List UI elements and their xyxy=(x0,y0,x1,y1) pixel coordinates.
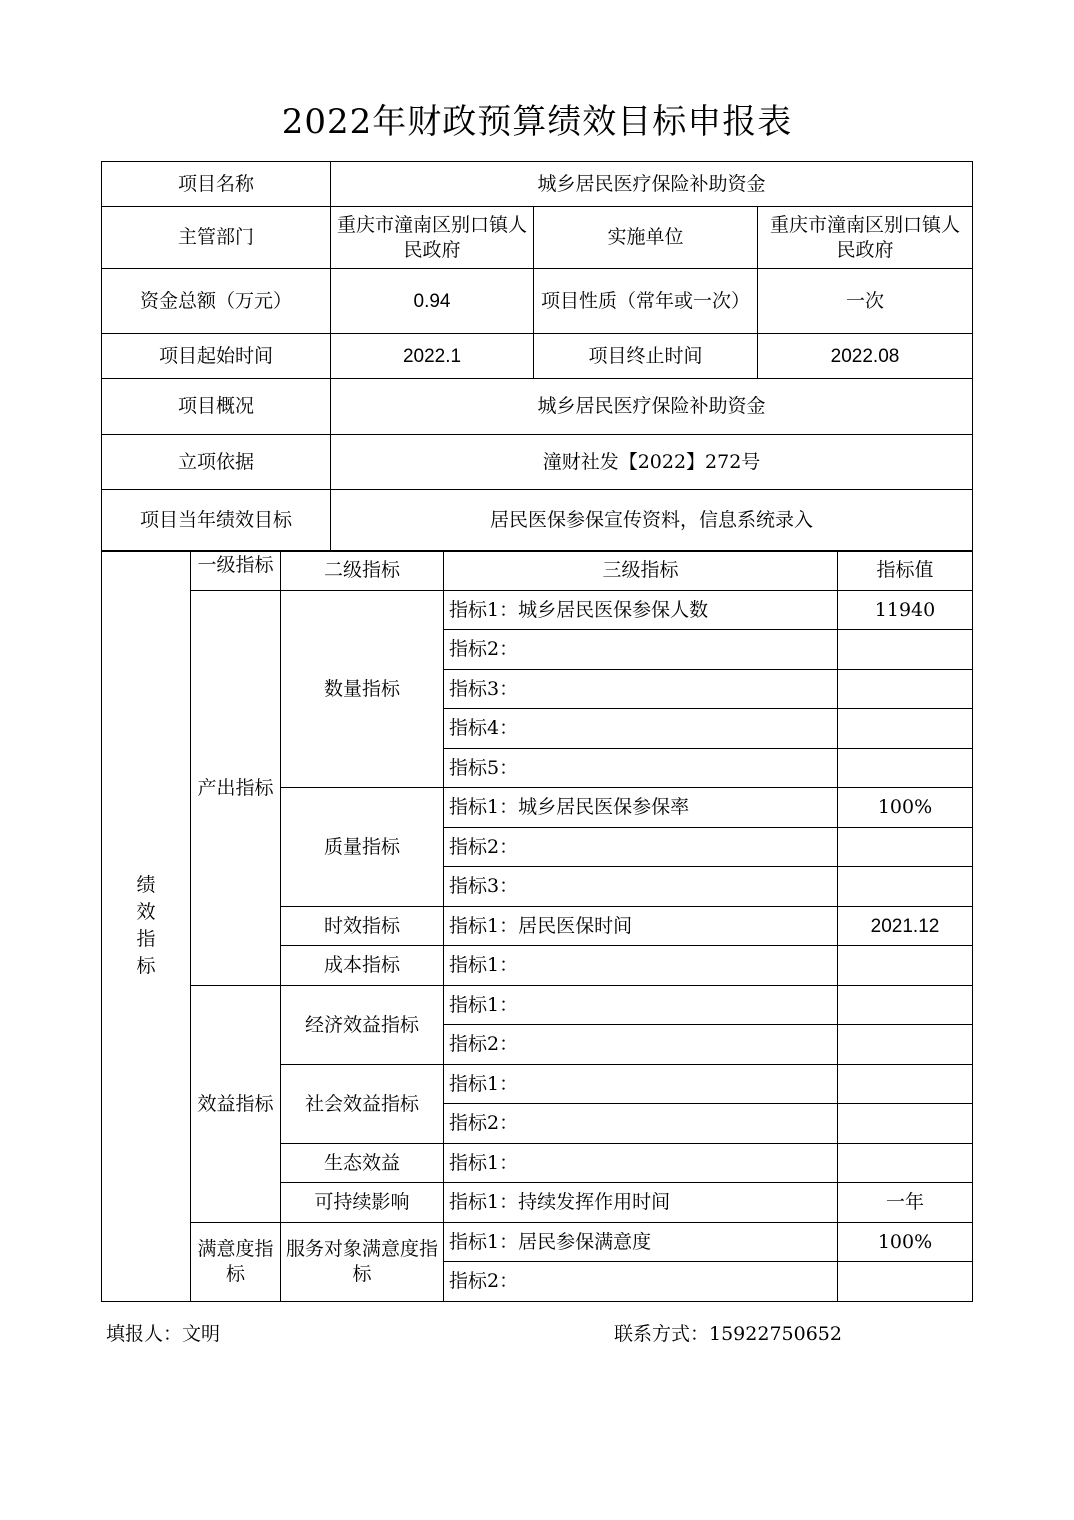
benefit-label: 效益指标 xyxy=(191,986,281,1223)
indicator-cell: 指标1： xyxy=(444,1144,838,1183)
basis-label: 立项依据 xyxy=(102,435,331,490)
indicator-cell: 指标1： xyxy=(444,986,838,1025)
indicator-cell: 指标1：城乡居民医保参保人数 xyxy=(444,591,838,630)
value-cell: 一年 xyxy=(838,1183,973,1223)
overview-label: 项目概况 xyxy=(102,379,331,435)
dept-value: 重庆市潼南区别口镇人民政府 xyxy=(331,207,534,269)
start-value: 2022.1 xyxy=(331,334,534,379)
table-row xyxy=(102,591,973,630)
indicator-cell: 指标2： xyxy=(444,630,838,670)
row-goal xyxy=(102,490,973,552)
header-row xyxy=(102,551,973,591)
indicator-cell: 指标1： xyxy=(444,1065,838,1104)
value-cell xyxy=(838,986,973,1025)
value-cell xyxy=(838,630,973,670)
value-cell xyxy=(838,1065,973,1104)
value-cell: 100% xyxy=(838,788,973,828)
service-label: 服务对象满意度指标 xyxy=(281,1223,444,1302)
economic-label: 经济效益指标 xyxy=(281,986,444,1065)
timeliness-label: 时效指标 xyxy=(281,907,444,946)
contact-text: 联系方式：15922750652 xyxy=(614,1323,842,1345)
row-time xyxy=(102,334,973,379)
overview-value: 城乡居民医疗保险补助资金 xyxy=(331,379,973,435)
value-cell xyxy=(838,670,973,709)
indicator-cell: 指标4： xyxy=(444,709,838,749)
performance-indicator-table xyxy=(101,550,973,1302)
impl-value: 重庆市潼南区别口镇人民政府 xyxy=(758,207,973,269)
col-value-header: 指标值 xyxy=(838,551,973,591)
indicator-cell: 指标3： xyxy=(444,670,838,709)
value-cell: 100% xyxy=(838,1223,973,1262)
goal-label: 项目当年绩效目标 xyxy=(102,490,331,552)
value-cell xyxy=(838,946,973,986)
quantity-label: 数量指标 xyxy=(281,591,444,788)
page-title: 2022年财政预算绩效目标申报表 xyxy=(281,102,793,142)
project-name-value: 城乡居民医疗保险补助资金 xyxy=(331,162,973,207)
table-row xyxy=(102,986,973,1025)
indicator-cell: 指标3： xyxy=(444,867,838,907)
impl-label: 实施单位 xyxy=(534,207,758,269)
col-level3-header: 三级指标 xyxy=(444,551,838,591)
indicator-cell: 指标2： xyxy=(444,828,838,867)
indicator-cell: 指标1：持续发挥作用时间 xyxy=(444,1183,838,1223)
indicator-cell: 指标5： xyxy=(444,749,838,788)
value-cell xyxy=(838,828,973,867)
eco-label: 生态效益 xyxy=(281,1144,444,1183)
value-cell xyxy=(838,1262,973,1302)
value-cell xyxy=(838,1104,973,1144)
row-fund xyxy=(102,269,973,334)
project-name-label: 项目名称 xyxy=(102,162,331,207)
row-basis xyxy=(102,435,973,490)
nature-value: 一次 xyxy=(758,269,973,334)
value-cell: 11940 xyxy=(838,591,973,630)
indicator-cell: 指标2： xyxy=(444,1262,838,1302)
goal-value: 居民医保参保宣传资料，信息系统录入 xyxy=(331,490,973,552)
row-project-name xyxy=(102,162,973,207)
filler-text: 填报人：文明 xyxy=(106,1323,221,1345)
indicator-cell: 指标1：城乡居民医保参保率 xyxy=(444,788,838,828)
table-row xyxy=(102,1223,973,1262)
nature-label: 项目性质（常年或一次） xyxy=(534,269,758,334)
quality-label: 质量指标 xyxy=(281,788,444,907)
fund-value: 0.94 xyxy=(331,269,534,334)
indicator-cell: 指标2： xyxy=(444,1104,838,1144)
satisfaction-label: 满意度指标 xyxy=(191,1223,281,1302)
indicator-cell: 指标1：居民参保满意度 xyxy=(444,1223,838,1262)
value-cell: 2021.12 xyxy=(838,907,973,946)
end-value: 2022.08 xyxy=(758,334,973,379)
cost-label: 成本指标 xyxy=(281,946,444,986)
dept-label: 主管部门 xyxy=(102,207,331,269)
social-label: 社会效益指标 xyxy=(281,1065,444,1144)
value-cell xyxy=(838,867,973,907)
project-info-table xyxy=(101,161,973,552)
col-level2-header: 二级指标 xyxy=(281,551,444,591)
perf-main-label: 绩效指标 xyxy=(102,551,191,1302)
col-level1-header: 一级指标 xyxy=(191,551,281,591)
sustain-label: 可持续影响 xyxy=(281,1183,444,1223)
end-label: 项目终止时间 xyxy=(534,334,758,379)
start-label: 项目起始时间 xyxy=(102,334,331,379)
indicator-cell: 指标2： xyxy=(444,1025,838,1065)
row-overview xyxy=(102,379,973,435)
value-cell xyxy=(838,709,973,749)
indicator-cell: 指标1：居民医保时间 xyxy=(444,907,838,946)
output-label: 产出指标 xyxy=(191,591,281,986)
indicator-cell: 指标1： xyxy=(444,946,838,986)
row-dept xyxy=(102,207,973,269)
value-cell xyxy=(838,749,973,788)
basis-value: 潼财社发【2022】272号 xyxy=(331,435,973,490)
value-cell xyxy=(838,1144,973,1183)
fund-label: 资金总额（万元） xyxy=(102,269,331,334)
value-cell xyxy=(838,1025,973,1065)
